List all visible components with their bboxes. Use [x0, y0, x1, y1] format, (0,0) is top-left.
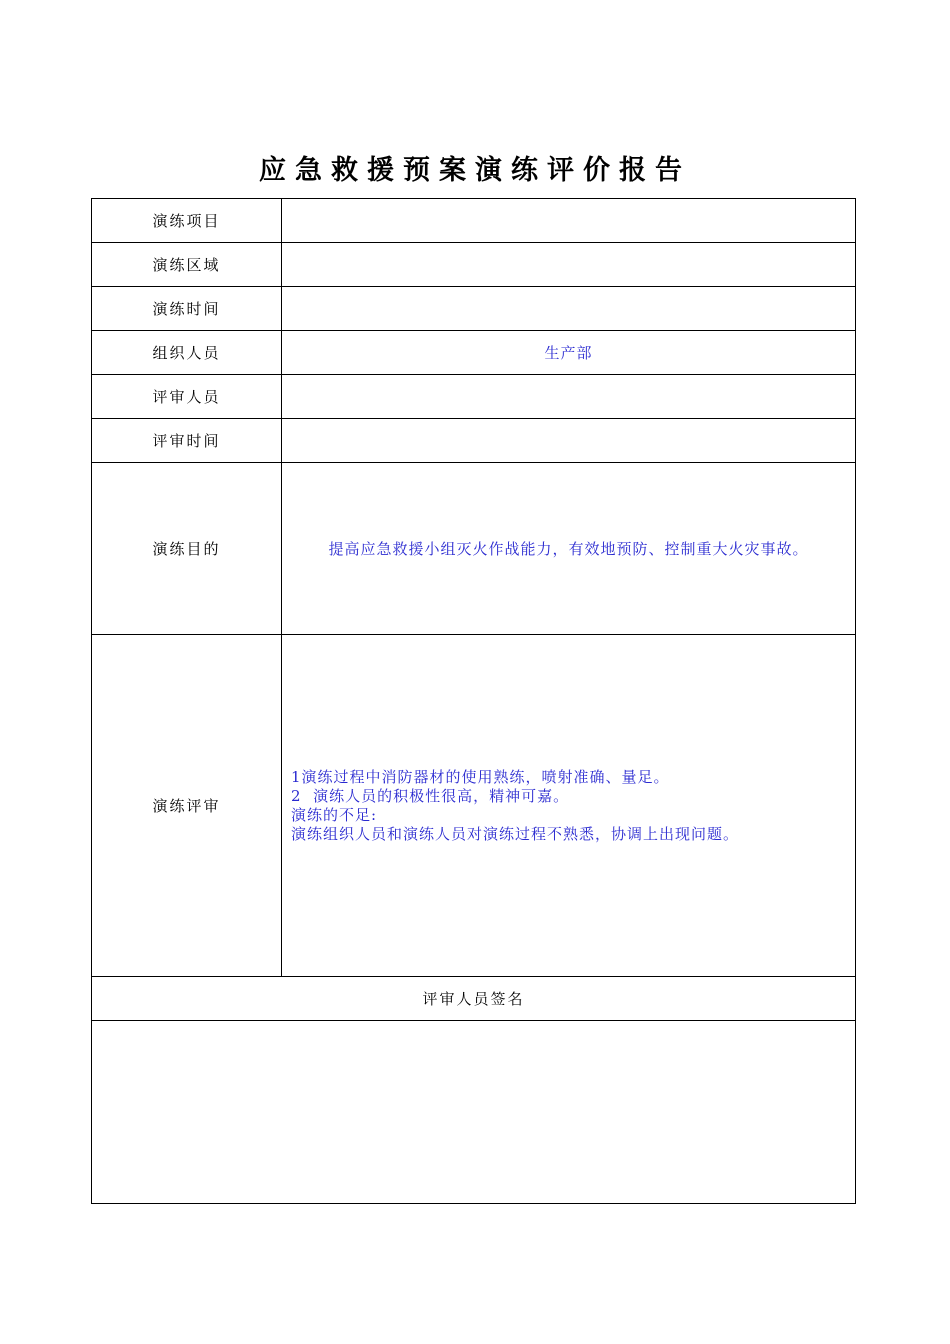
review-line-3: 演练的不足: — [291, 805, 378, 824]
drill-time-label: 演练时间 — [92, 287, 282, 331]
table-row — [92, 977, 856, 1021]
drill-area-value[interactable] — [282, 243, 856, 287]
table-row — [92, 287, 856, 331]
review-time-value[interactable] — [282, 419, 856, 463]
drill-project-value[interactable] — [282, 199, 856, 243]
table-row — [92, 463, 856, 635]
drill-review-value[interactable] — [282, 635, 856, 977]
drill-area-label: 演练区域 — [92, 243, 282, 287]
review-line-1: 1演练过程中消防器材的使用熟练，喷射准确、量足。 — [291, 767, 670, 786]
reviewer-signature-area[interactable] — [92, 1021, 856, 1204]
report-title: 应急救援预案演练评价报告 — [259, 155, 691, 186]
review-line-4: 演练组织人员和演练人员对演练过程不熟悉，协调上出现问题。 — [291, 824, 740, 843]
review-line-2: 2 演练人员的积极性很高，精神可嘉。 — [291, 786, 570, 805]
table-row — [92, 1021, 856, 1204]
table-row — [92, 331, 856, 375]
table-row — [92, 635, 856, 977]
drill-time-value[interactable] — [282, 287, 856, 331]
organizer-value[interactable]: 生产部 — [282, 331, 856, 375]
drill-purpose-text: 提高应急救援小组灭火作战能力，有效地预防、控制重大火灾事故。 — [328, 540, 809, 558]
reviewer-label: 评审人员 — [92, 375, 282, 419]
reviewer-value[interactable] — [282, 375, 856, 419]
evaluation-form-table — [91, 198, 856, 1204]
table-row — [92, 375, 856, 419]
reviewer-signature-label: 评审人员签名 — [92, 977, 856, 1021]
review-time-label: 评审时间 — [92, 419, 282, 463]
table-row — [92, 243, 856, 287]
drill-review-label: 演练评审 — [92, 635, 282, 977]
drill-purpose-value[interactable] — [282, 463, 856, 635]
table-row — [92, 199, 856, 243]
table-row — [92, 419, 856, 463]
drill-purpose-label: 演练目的 — [92, 463, 282, 635]
drill-project-label: 演练项目 — [92, 199, 282, 243]
organizer-label: 组织人员 — [92, 331, 282, 375]
